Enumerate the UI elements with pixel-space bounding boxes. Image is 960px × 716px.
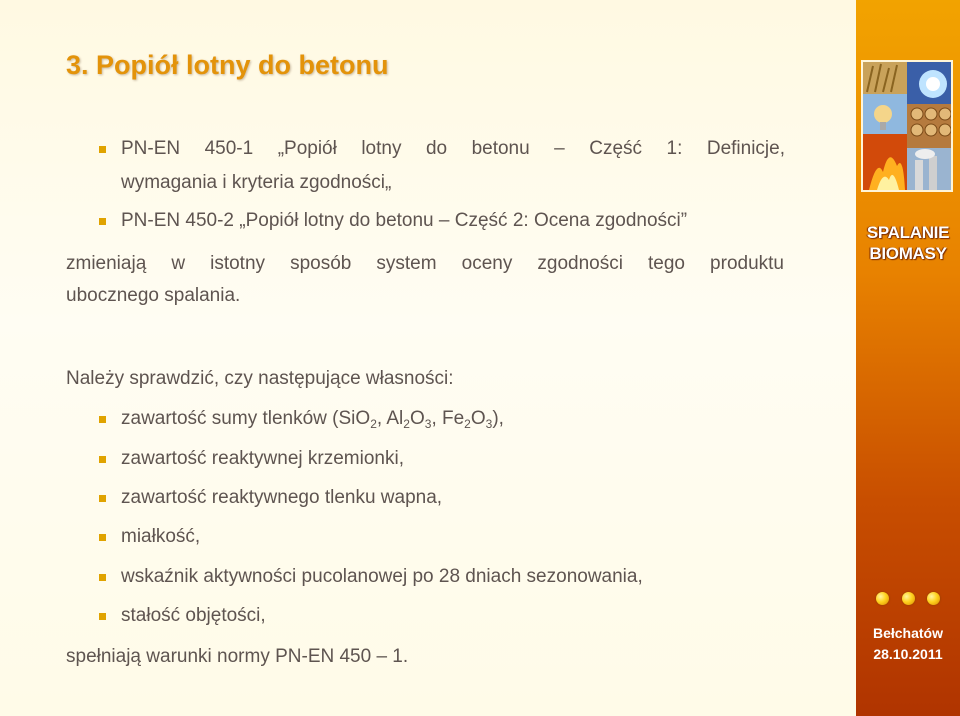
property-item: wskaźnik aktywności pucolanowej po 28 dniach sezonowania, <box>121 566 643 587</box>
properties-intro: Należy sprawdzić, czy następujące własności: <box>66 368 454 389</box>
event-date: 28.10.2011 <box>873 646 943 662</box>
bullet-icon <box>99 456 106 463</box>
brand-logo <box>856 222 960 264</box>
dot-icon <box>927 592 940 605</box>
standard-1-line-2: wymagania i kryteria zgodności„ <box>121 172 392 193</box>
decorative-dots <box>876 592 940 608</box>
brand-line-2: BIOMASY <box>869 244 947 263</box>
property-item: zawartość reaktywnej krzemionki, <box>121 448 404 469</box>
bullet-icon <box>99 218 106 225</box>
bullet-icon <box>99 613 106 620</box>
bullet-icon <box>99 416 106 423</box>
property-oxides: zawartość sumy tlenków (SiO$_2$, $Al_2O_3$, $Fe_2O_3$), <box>121 408 504 431</box>
event-place: Bełchatów <box>872 625 943 641</box>
paragraph-line-1: zmieniają w istotny sposób system oceny zgodności tego produktu <box>66 253 784 274</box>
slide-title: 3. Popiół lotny do betonu <box>66 50 389 80</box>
dot-icon <box>876 592 889 605</box>
bullet-icon <box>99 146 106 153</box>
bullet-icon <box>99 574 106 581</box>
standard-2: PN-EN 450-2 „Popiół lotny do betonu – Część 2: Ocena zgodności” <box>121 210 688 231</box>
conclusion: spełniają warunki normy PN-EN 450 – 1. <box>66 646 409 667</box>
property-item: zawartość reaktywnego tlenku wapna, <box>121 487 443 508</box>
biomass-photo-collage <box>861 60 953 192</box>
bullet-icon <box>99 534 106 541</box>
paragraph-line-2: ubocznego spalania. <box>66 285 241 306</box>
bullet-icon <box>99 495 106 502</box>
dot-icon <box>902 592 915 605</box>
standard-1-line-1: PN-EN 450-1 „Popiół lotny do betonu – Część 1: Definicje, <box>121 138 785 159</box>
brand-line-1: SPALANIE <box>866 223 950 242</box>
property-item: stałość objętości, <box>121 605 266 626</box>
property-item: miałkość, <box>121 526 201 547</box>
